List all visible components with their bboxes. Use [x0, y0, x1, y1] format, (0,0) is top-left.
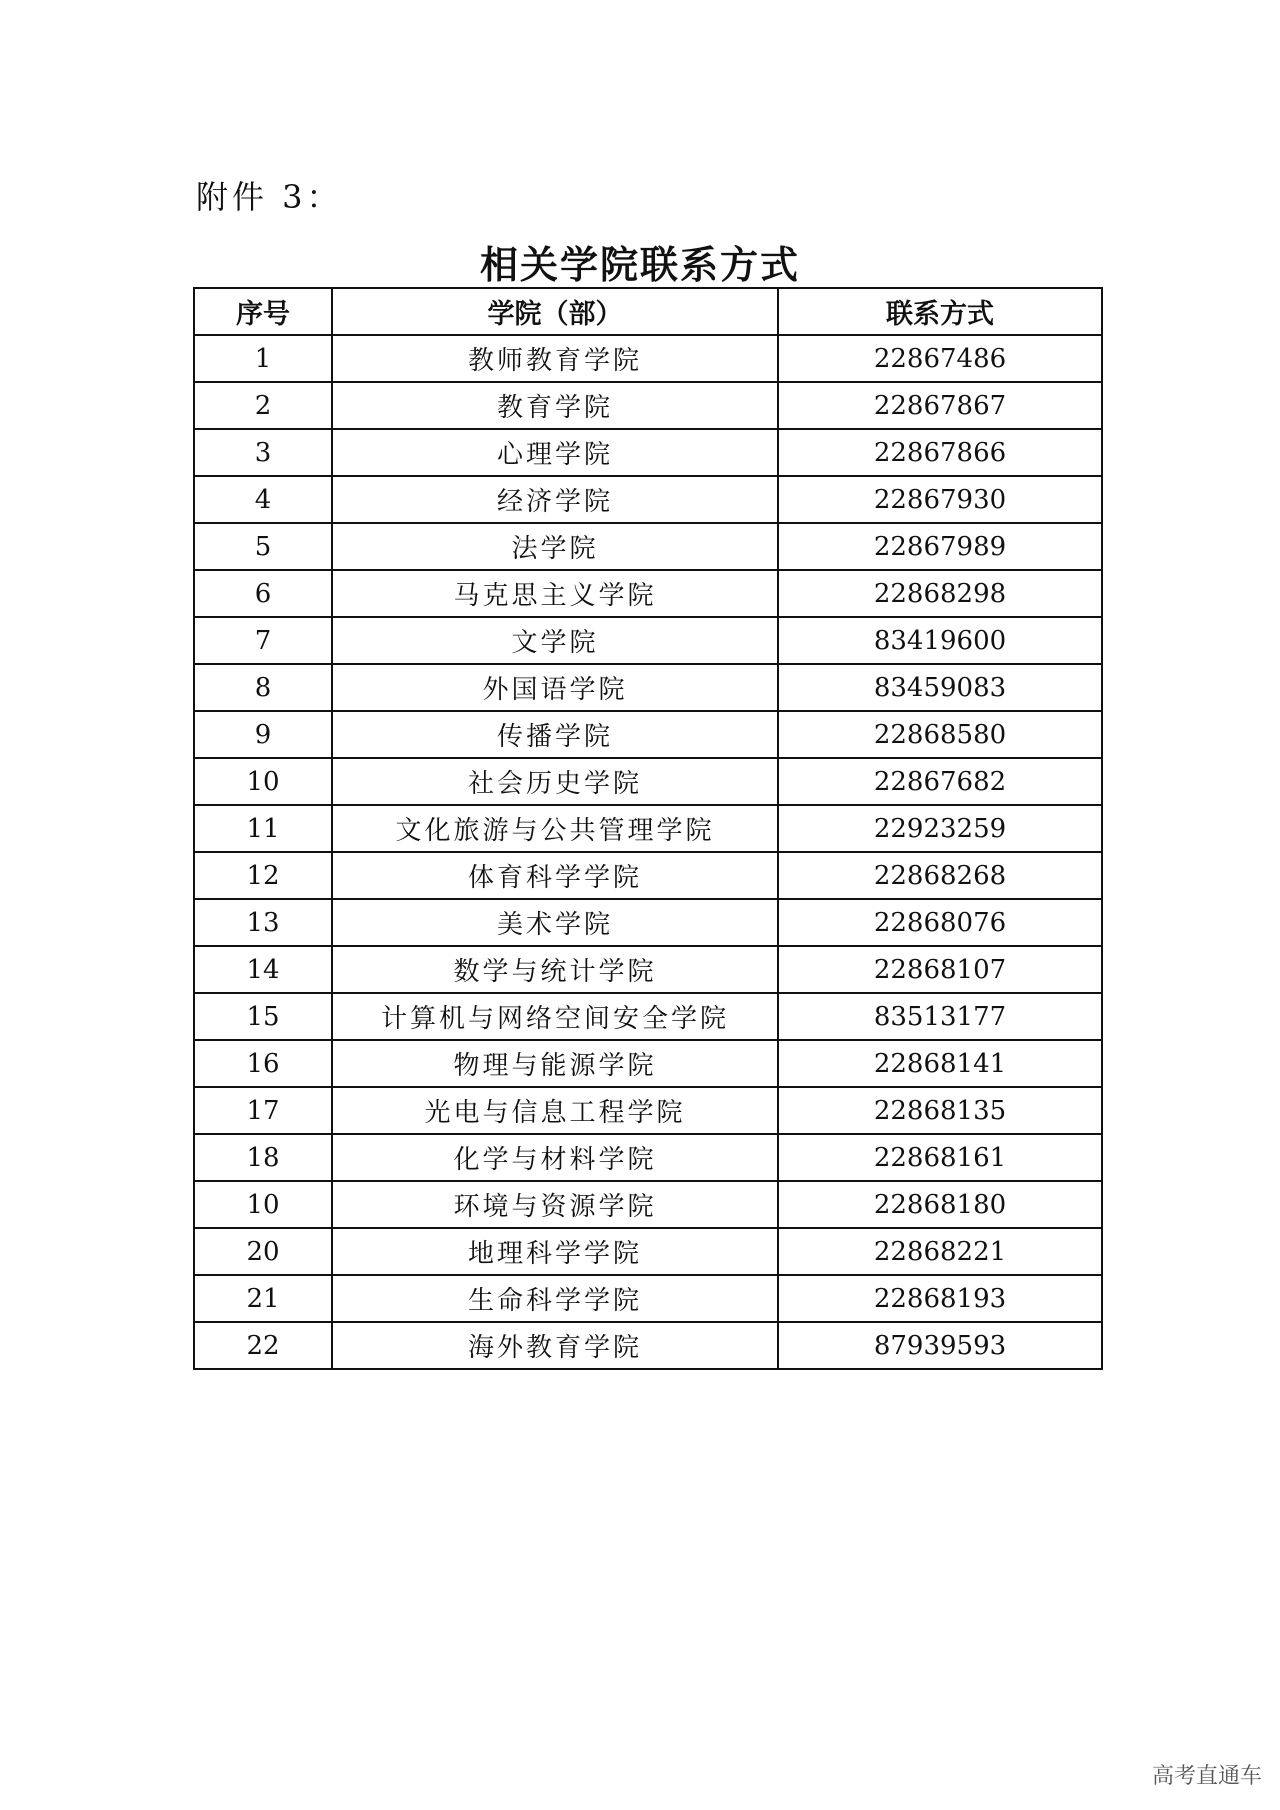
table-row [194, 382, 1102, 429]
row-contact: 22867989 [778, 523, 1102, 570]
row-index: 13 [194, 899, 332, 946]
row-contact: 22867930 [778, 476, 1102, 523]
header-index: 序号 [194, 288, 332, 335]
row-index: 11 [194, 805, 332, 852]
row-college: 心理学院 [332, 429, 778, 476]
row-contact: 83459083 [778, 664, 1102, 711]
table-row [194, 429, 1102, 476]
row-contact: 83419600 [778, 617, 1102, 664]
table-row [194, 523, 1102, 570]
table-row [194, 711, 1102, 758]
row-contact: 83513177 [778, 993, 1102, 1040]
table-row [194, 946, 1102, 993]
row-college: 文学院 [332, 617, 778, 664]
header-contact: 联系方式 [778, 288, 1102, 335]
table-row [194, 476, 1102, 523]
row-index: 8 [194, 664, 332, 711]
row-index: 20 [194, 1228, 332, 1275]
row-college: 文化旅游与公共管理学院 [332, 805, 778, 852]
table-row [194, 899, 1102, 946]
row-index: 21 [194, 1275, 332, 1322]
row-index: 5 [194, 523, 332, 570]
row-college: 经济学院 [332, 476, 778, 523]
row-contact: 22868268 [778, 852, 1102, 899]
row-college: 海外教育学院 [332, 1322, 778, 1369]
table-row [194, 758, 1102, 805]
row-college: 社会历史学院 [332, 758, 778, 805]
row-contact: 22923259 [778, 805, 1102, 852]
row-index: 12 [194, 852, 332, 899]
row-index: 18 [194, 1134, 332, 1181]
row-college: 教育学院 [332, 382, 778, 429]
row-college: 传播学院 [332, 711, 778, 758]
row-contact: 22868180 [778, 1181, 1102, 1228]
row-index: 16 [194, 1040, 332, 1087]
row-index: 9 [194, 711, 332, 758]
row-contact: 22868193 [778, 1275, 1102, 1322]
attachment-label: 附件 3： [196, 178, 343, 216]
row-college: 法学院 [332, 523, 778, 570]
table-row [194, 805, 1102, 852]
row-contact: 22868076 [778, 899, 1102, 946]
row-college: 数学与统计学院 [332, 946, 778, 993]
row-college: 环境与资源学院 [332, 1181, 778, 1228]
row-college: 教师教育学院 [332, 335, 778, 382]
page-title: 相关学院联系方式 [479, 243, 800, 287]
row-college: 体育科学学院 [332, 852, 778, 899]
table-row [194, 617, 1102, 664]
table-row [194, 993, 1102, 1040]
table-body [194, 335, 1102, 1369]
row-index: 2 [194, 382, 332, 429]
row-college: 美术学院 [332, 899, 778, 946]
row-index: 14 [194, 946, 332, 993]
table-row [194, 664, 1102, 711]
row-contact: 22868298 [778, 570, 1102, 617]
row-index: 10 [194, 1181, 332, 1228]
college-contact-table [193, 287, 1103, 1370]
row-index: 4 [194, 476, 332, 523]
row-index: 15 [194, 993, 332, 1040]
row-index: 17 [194, 1087, 332, 1134]
row-college: 外国语学院 [332, 664, 778, 711]
table-row [194, 1275, 1102, 1322]
row-contact: 22868107 [778, 946, 1102, 993]
row-contact: 22867682 [778, 758, 1102, 805]
row-college: 物理与能源学院 [332, 1040, 778, 1087]
row-college: 化学与材料学院 [332, 1134, 778, 1181]
row-college: 计算机与网络空间安全学院 [332, 993, 778, 1040]
row-college: 马克思主义学院 [332, 570, 778, 617]
row-index: 22 [194, 1322, 332, 1369]
table-header-row [194, 288, 1102, 335]
row-contact: 22867867 [778, 382, 1102, 429]
row-index: 1 [194, 335, 332, 382]
table-row [194, 1228, 1102, 1275]
row-index: 6 [194, 570, 332, 617]
row-college: 地理科学学院 [332, 1228, 778, 1275]
table-row [194, 1322, 1102, 1369]
watermark-text: 高考直通车 [1151, 1764, 1262, 1789]
header-college: 学院（部） [332, 288, 778, 335]
row-index: 10 [194, 758, 332, 805]
row-contact: 22867866 [778, 429, 1102, 476]
row-index: 3 [194, 429, 332, 476]
row-contact: 22868580 [778, 711, 1102, 758]
table-row [194, 335, 1102, 382]
table-row [194, 1181, 1102, 1228]
row-contact: 22867486 [778, 335, 1102, 382]
row-index: 7 [194, 617, 332, 664]
table-row [194, 570, 1102, 617]
row-contact: 22868135 [778, 1087, 1102, 1134]
row-contact: 22868141 [778, 1040, 1102, 1087]
row-contact: 22868221 [778, 1228, 1102, 1275]
row-college: 光电与信息工程学院 [332, 1087, 778, 1134]
table-row [194, 1087, 1102, 1134]
table-row [194, 1040, 1102, 1087]
row-contact: 22868161 [778, 1134, 1102, 1181]
row-contact: 87939593 [778, 1322, 1102, 1369]
table-row [194, 852, 1102, 899]
table-row [194, 1134, 1102, 1181]
row-college: 生命科学学院 [332, 1275, 778, 1322]
